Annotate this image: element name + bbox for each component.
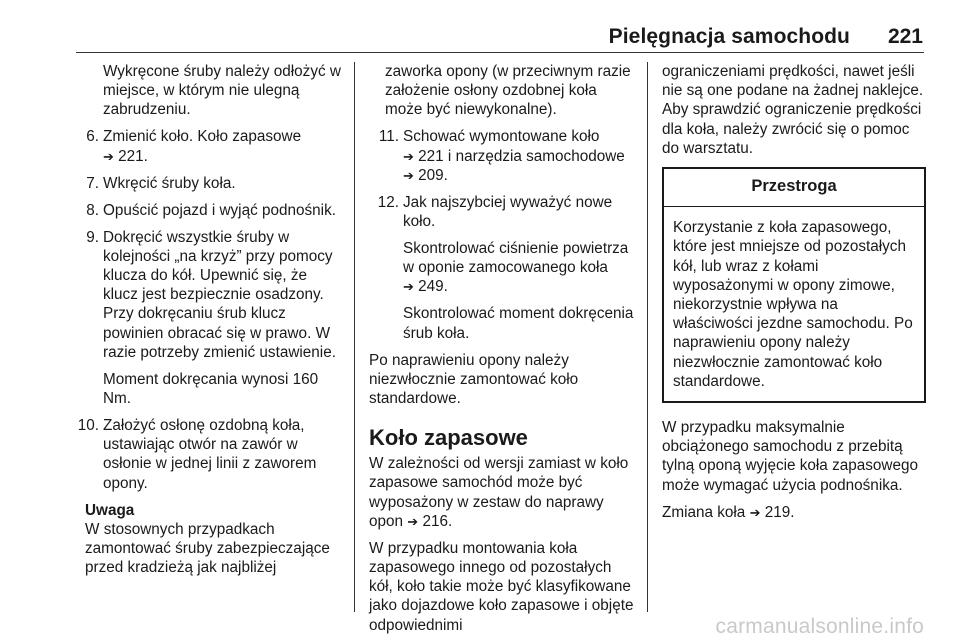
- intro-paragraph: Wykręcone śruby należy odłożyć w miejsce, w którym nie ulegną zabrudzeniu.: [103, 63, 341, 119]
- section-heading: Koło zapasowe: [369, 425, 528, 451]
- arrow-reference-icon: ➔: [103, 148, 114, 164]
- step-number: 12.: [377, 193, 399, 211]
- header-divider: [76, 52, 924, 53]
- step-11: [369, 127, 637, 185]
- step-6: [69, 127, 345, 165]
- step-7: [69, 174, 345, 193]
- step-text: Jak najszybciej wyważyć nowe koło.: [403, 193, 613, 231]
- page-reference-link[interactable]: 216.: [422, 512, 453, 530]
- step-text: Schować wymontowane koło: [403, 128, 600, 146]
- page-reference-link[interactable]: 219.: [764, 503, 795, 521]
- arrow-reference-icon: ➔: [403, 148, 414, 164]
- step-number: 10.: [77, 417, 99, 435]
- paragraph-text: Zmiana koła: [662, 503, 746, 521]
- watermark: carmanualsonline.info: [715, 615, 924, 638]
- caution-box: [662, 167, 926, 403]
- caution-text: Korzystanie z koła zapasowego, które jest mniejsze od pozostałych kół, lub wraz z kołami wyposażonymi w opony zimowe, niekorzystnie wpływa na właściwości jezdne samochodu. Po naprawieniu opony należy niezwłocznie zamontować koło standardowe.: [673, 219, 913, 390]
- step-number: 11.: [378, 128, 399, 146]
- continued-paragraph: ograniczeniami prędkości, nawet jeśli nie są one podane na żadnej naklejce. Aby sprawdzić ograniczenie prędkości dla koła, należy zwrócić się o pomoc do warsztatu.: [662, 63, 924, 157]
- step-text: Zmienić koło. Koło zapasowe: [103, 128, 302, 146]
- spare-wheel-paragraph-1: [369, 454, 637, 531]
- step-number: 9.: [86, 228, 99, 246]
- step-10: [69, 416, 345, 493]
- step-text: Dokręcić wszystkie śruby w kolejności „na krzyż” przy pomocy klucza do kół. Upewnić się, że klucz jest bezpiecznie osadzony. Przy dokręcaniu śrub klucz powinien obracać się w prawo. W razie potrzeby zmienić ustawienie.: [103, 228, 336, 361]
- step-8: [69, 201, 345, 220]
- load-paragraph: W przypadku maksymalnie obciążonego samochodu z przebitą tylną oponą wyjęcie koła zapasowego może wymagać użycia podnośnika.: [662, 419, 918, 494]
- arrow-reference-icon: ➔: [749, 504, 761, 520]
- column-right: [662, 62, 926, 530]
- step-number: 8.: [86, 201, 99, 219]
- arrow-reference-icon: ➔: [403, 167, 414, 183]
- step-text: Opuścić pojazd i wyjąć podnośnik.: [103, 201, 336, 219]
- page-title: Pielęgnacja samochodu: [608, 25, 850, 48]
- column-divider-1: [354, 62, 355, 612]
- pressure-text: Skontrolować ciśnienie powietrza w oponie zamocowanego koła: [403, 240, 629, 277]
- column-divider-2: [647, 62, 648, 612]
- column-left: [69, 62, 345, 585]
- after-repair-paragraph: Po naprawieniu opony należy niezwłocznie zamontować koło standardowe.: [369, 351, 579, 408]
- page-reference-link[interactable]: 221 i narzędzia samochodowe: [418, 147, 625, 165]
- spare-wheel-paragraph-2: W przypadku montowania koła zapasowego innego od pozostałych kół, koło takie może być klasyfikowane jako dojazdowe koło zapasowe i objęte odpowiednimi: [369, 539, 634, 634]
- note-text: W stosownych przypadkach zamontować śruby zabezpieczające przed kradzieżą jak najbliżej: [85, 520, 330, 577]
- torque-paragraph: Moment dokręcania wynosi 160 Nm.: [103, 370, 319, 408]
- step-text: Założyć osłonę ozdobną koła, ustawiając otwór na zawór w osłonie w jednej linii z zaworem opony.: [103, 417, 317, 492]
- page-number: 221: [887, 25, 923, 48]
- continued-paragraph: zaworka opony (w przeciwnym razie założenie osłony ozdobnej koła może być niewykonalne).: [385, 63, 631, 119]
- column-middle: [369, 62, 637, 643]
- wheel-change-paragraph: [662, 503, 926, 522]
- step-12: [369, 193, 637, 231]
- note-block: [69, 501, 345, 578]
- arrow-reference-icon: ➔: [407, 513, 419, 529]
- step-number: 6.: [86, 128, 99, 146]
- pressure-paragraph: [369, 239, 637, 297]
- step-text: Wkręcić śruby koła.: [103, 174, 236, 192]
- page-reference-link[interactable]: 221.: [118, 147, 148, 165]
- step-number: 7.: [86, 174, 99, 192]
- step-9: [69, 228, 345, 362]
- caution-title: Przestroga: [664, 169, 924, 207]
- page-reference-link[interactable]: 249.: [418, 278, 448, 296]
- arrow-reference-icon: ➔: [403, 279, 414, 295]
- page-reference-link[interactable]: 209.: [418, 166, 448, 184]
- note-heading: Uwaga: [85, 501, 135, 519]
- torque-check-paragraph: Skontrolować moment dokręcenia śrub koła.: [403, 305, 634, 342]
- paragraph-text: W zależności od wersji zamiast w koło zapasowe samochód może być wyposażony w zestaw do naprawy opon: [369, 455, 629, 530]
